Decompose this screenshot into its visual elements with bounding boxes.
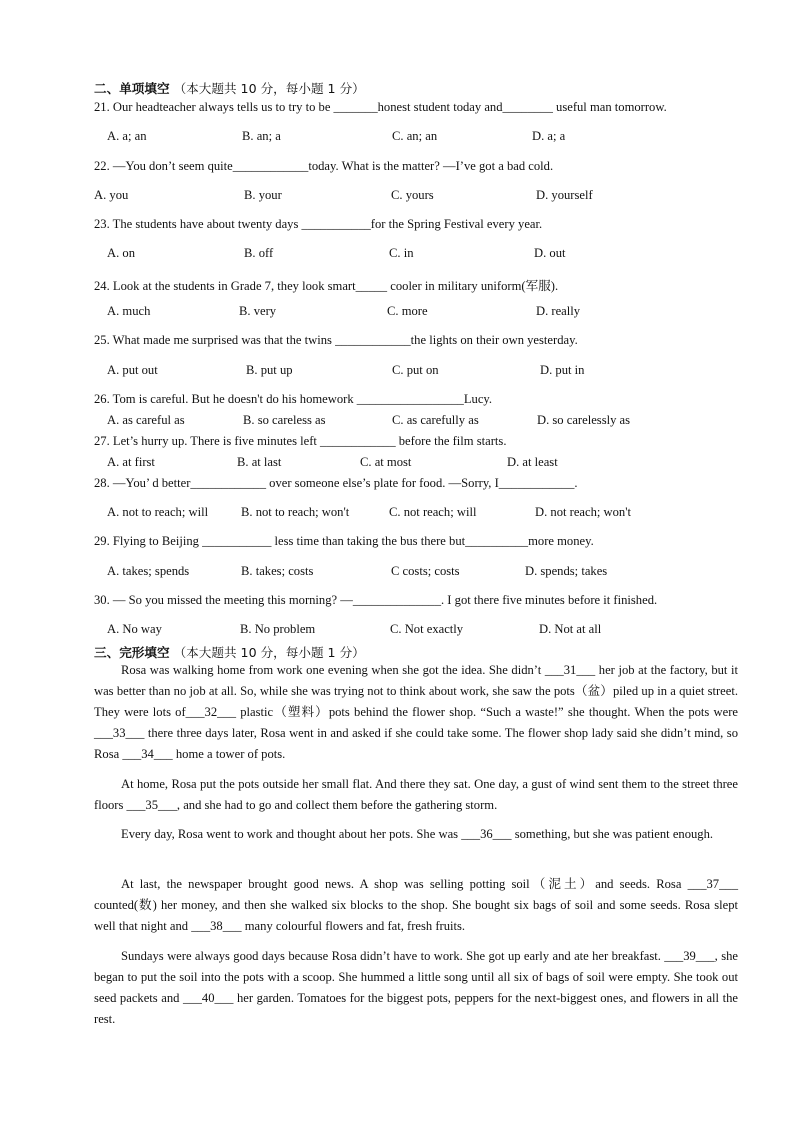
section3-title: 三、完形填空 (94, 645, 170, 660)
section2-header (94, 78, 365, 97)
q21-option-d: D. a; a (532, 129, 566, 143)
q23-option-a: A. on (107, 246, 135, 260)
q25-option-c: C. put on (392, 363, 439, 377)
q25-option-d: D. put in (540, 363, 585, 377)
question-24-stem: 24. Look at the students in Grade 7, they look smart_____ cooler in military uniform(军服). (94, 279, 559, 293)
cloze-paragraph-1 (94, 660, 738, 765)
q28-option-d: D. not reach; won't (535, 505, 631, 519)
paragraph-text: Sundays were always good days because Rosa didn’t have to work. She got up early and ate her breakfast. ___39___, she began to put the soil into the pots with a scoop. She hummed a little song until all six of bags of soil were empty. She took out seed packets and ___40___ her garden. Tomatoes for the biggest pots, peppers for the next-biggest ones, and flowers in all the rest. (94, 949, 738, 1026)
q21-option-b: B. an; a (242, 129, 281, 143)
q30-option-c: C. Not exactly (390, 622, 464, 636)
q26-option-c: C. as carefully as (392, 413, 479, 427)
section2-title: 二、单项填空 (94, 81, 170, 96)
paragraph-text: Every day, Rosa went to work and thought about her pots. She was ___36___ something, but she was patient enough. (121, 827, 714, 841)
question-21-stem: 21. Our headteacher always tells us to try to be _______honest student today and________ useful man tomorrow. (94, 100, 667, 114)
q27-option-a: A. at first (107, 455, 155, 469)
section3-note: （本大题共 10 分，每小题 1 分） (173, 645, 365, 660)
q28-option-a: A. not to reach; will (107, 505, 209, 519)
question-22-stem: 22. —You don’t seem quite____________today. What is the matter? —I’ve got a bad cold. (94, 159, 554, 173)
q26-option-b: B. so careless as (243, 413, 326, 427)
q28-option-b: B. not to reach; won't (241, 505, 350, 519)
question-23-stem: 23. The students have about twenty days ___________for the Spring Festival every year. (94, 217, 543, 231)
q22-option-a: A. you (94, 188, 129, 202)
question-25-stem: 25. What made me surprised was that the twins ____________the lights on their own yesterday. (94, 333, 578, 347)
paragraph-text: At last, the newspaper brought good news. A shop was selling potting soil（泥土）and seeds. Rosa ___37___ counted(数) her money, and then she walked six blocks to the shop. She bought six bags of soil and some seeds. Rosa slept well that night and ___38___ many colourful flowers and fat, fresh fruits. (94, 877, 738, 933)
q28-option-c: C. not reach; will (389, 505, 477, 519)
q29-option-b: B. takes; costs (241, 564, 314, 578)
q22-option-d: D. yourself (536, 188, 593, 202)
q23-option-c: C. in (389, 246, 414, 260)
q27-option-c: C. at most (360, 455, 412, 469)
cloze-paragraph-4 (94, 874, 738, 937)
q30-option-a: A. No way (107, 622, 162, 636)
q21-option-a: A. a; an (107, 129, 147, 143)
question-26-stem: 26. Tom is careful. But he doesn't do his homework _________________Lucy. (94, 392, 493, 406)
paragraph-text: Rosa was walking home from work one evening when she got the idea. She didn’t ___31___ her job at the factory, but it was better than no job at all. So, while she was trying not to think about work, she saw the pots（盆）piled up in a quiet street. They were lots of___32___ plastic（塑料）pots behind the flower shop. “Such a waste!” she thought. When the pots were ___33___ there three days later, Rosa went in and asked if she could take some. The flower shop lady said she didn’t mind, so Rosa ___34___ home a tower of pots. (94, 663, 738, 761)
q24-option-b: B. very (239, 304, 277, 318)
cloze-paragraph-2 (94, 774, 738, 816)
q29-option-a: A. takes; spends (107, 564, 190, 578)
cloze-paragraph-3 (94, 824, 738, 845)
q25-option-a: A. put out (107, 363, 158, 377)
q29-option-c: C costs; costs (391, 564, 460, 578)
question-30-stem: 30. — So you missed the meeting this morning? —______________. I got there five minutes before it finished. (94, 593, 658, 607)
question-29-stem: 29. Flying to Beijing ___________ less time than taking the bus there but__________more money. (94, 534, 594, 548)
q23-option-b: B. off (244, 246, 274, 260)
q25-option-b: B. put up (246, 363, 293, 377)
section3-header (94, 642, 365, 661)
q23-option-d: D. out (534, 246, 566, 260)
q24-option-d: D. really (536, 304, 581, 318)
q30-option-b: B. No problem (240, 622, 316, 636)
q30-option-d: D. Not at all (539, 622, 602, 636)
cloze-paragraph-5 (94, 946, 738, 1030)
q22-option-b: B. your (244, 188, 282, 202)
question-28-stem: 28. —You’ d better____________ over someone else’s plate for food. —Sorry, I____________. (94, 476, 578, 490)
q24-option-a: A. much (107, 304, 151, 318)
q26-option-d: D. so carelessly as (537, 413, 631, 427)
q29-option-d: D. spends; takes (525, 564, 608, 578)
q26-option-a: A. as careful as (107, 413, 185, 427)
q24-option-c: C. more (387, 304, 428, 318)
paragraph-text: At home, Rosa put the pots outside her small flat. And there they sat. One day, a gust of wind sent them to the street three floors ___35___, and she had to go and collect them before the gathering storm. (94, 777, 738, 812)
q27-option-d: D. at least (507, 455, 558, 469)
q27-option-b: B. at last (237, 455, 282, 469)
question-27-stem: 27. Let’s hurry up. There is five minutes left ____________ before the film starts. (94, 434, 507, 448)
section2-note: （本大题共 10 分，每小题 1 分） (173, 81, 365, 96)
q22-option-c: C. yours (391, 188, 434, 202)
q21-option-c: C. an; an (392, 129, 438, 143)
